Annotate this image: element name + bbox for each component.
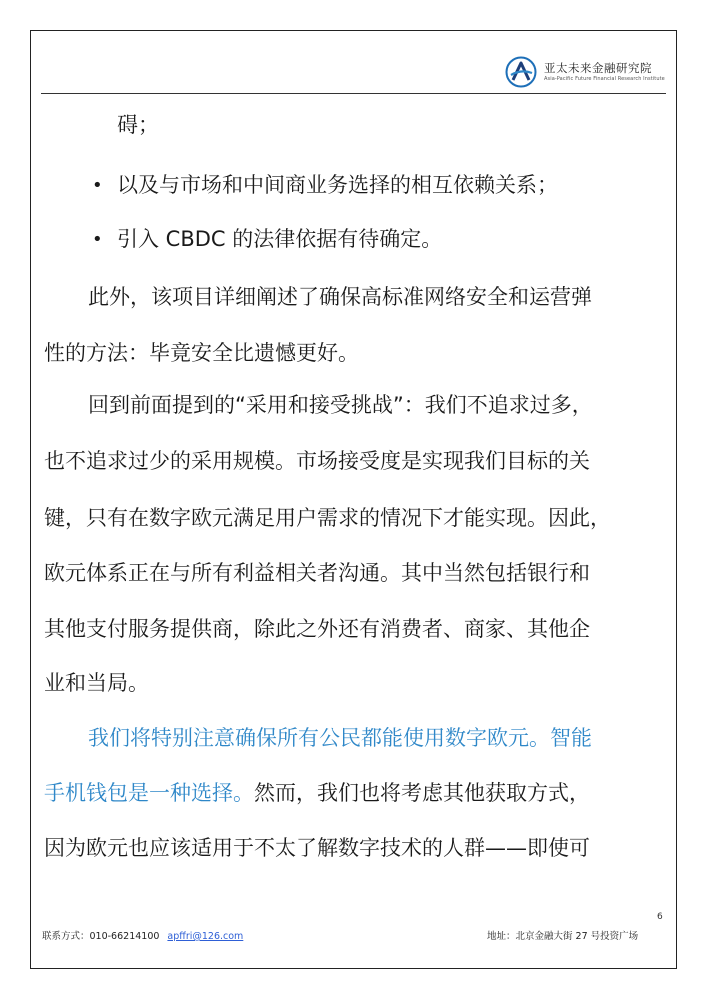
institute-logo-icon	[505, 56, 537, 88]
bullet-icon: •	[92, 229, 103, 250]
org-name-cn: 亚太未来金融研究院	[544, 61, 652, 75]
header-divider	[41, 93, 666, 94]
org-name-en: Asia-Pacific Future Financial Research Institute	[544, 76, 665, 82]
page-number: 6	[657, 912, 663, 922]
paragraph-3-line-1-highlight: 我们将特别注意确保所有公民都能使用数字欧元。智能	[88, 726, 592, 750]
paragraph-2-line-3: 键，只有在数字欧元满足用户需求的情况下才能实现。因此，	[44, 506, 611, 530]
paragraph-2-line-6: 业和当局。	[44, 671, 149, 695]
paragraph-1-line-2: 性的方法：毕竟安全比遗憾更好。	[44, 341, 359, 365]
email-link[interactable]: apffri@126.com	[167, 931, 244, 942]
text-line: 碍；	[117, 113, 159, 137]
footer-address: 地址：北京金融大街 27 号投资广场	[487, 931, 639, 942]
bullet-icon: •	[92, 175, 103, 196]
paragraph-2-line-2: 也不追求过少的采用规模。市场接受度是实现我们目标的关	[44, 449, 590, 473]
paragraph-2-line-4: 欧元体系正在与所有利益相关者沟通。其中当然包括银行和	[44, 561, 590, 585]
paragraph-3-line-3: 因为欧元也应该适用于不太了解数字技术的人群——即使可	[44, 836, 590, 860]
paragraph-3-highlight: 手机钱包是一种选择。	[44, 781, 254, 805]
paragraph-2-line-1: 回到前面提到的“采用和接受挑战”：我们不追求过多，	[88, 393, 593, 417]
bullet-item-2: 引入 CBDC 的法律依据有待确定。	[117, 227, 443, 251]
paragraph-2-line-5: 其他支付服务提供商，除此之外还有消费者、商家、其他企	[44, 617, 590, 641]
paragraph-3-line-2	[44, 780, 664, 806]
footer-contact	[42, 928, 243, 942]
paragraph-1-line-1: 此外，该项目详细阐述了确保高标准网络安全和运营弹	[88, 285, 592, 309]
contact-phone: 联系方式：010-66214100	[42, 931, 160, 942]
page-frame	[30, 30, 677, 969]
paragraph-3-rest: 然而，我们也将考虑其他获取方式，	[254, 781, 590, 805]
bullet-item-1: 以及与市场和中间商业务选择的相互依赖关系；	[117, 173, 558, 197]
